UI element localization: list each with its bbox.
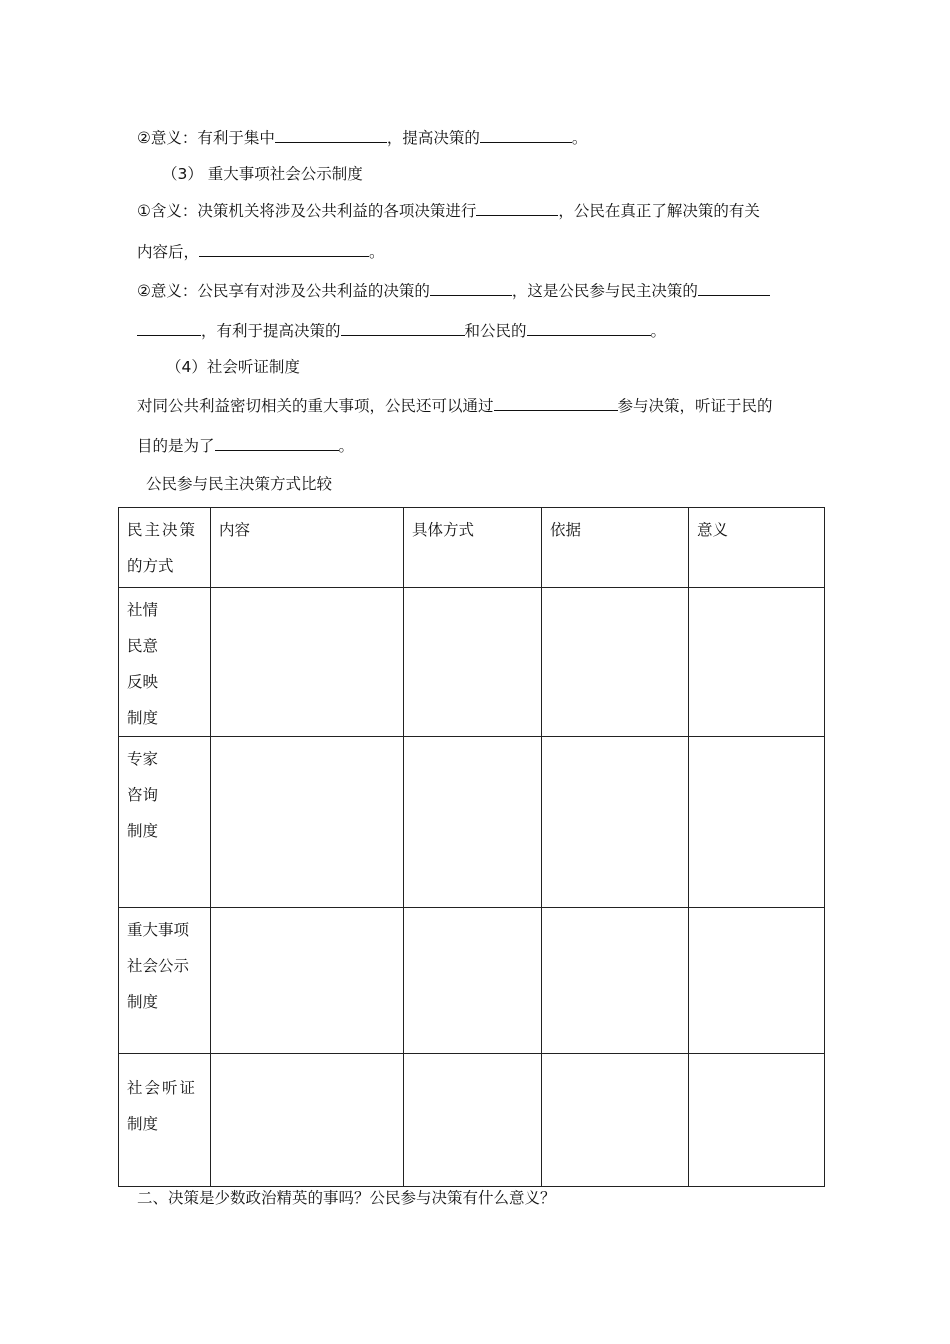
discussion-question: 二、决策是少数政治精英的事吗？公民参与决策有什么意义？ bbox=[137, 1189, 556, 1207]
header-cell-line: 的方式 bbox=[127, 557, 174, 575]
row-label-line: 民意 bbox=[127, 637, 159, 655]
empty-answer-cell[interactable] bbox=[404, 1054, 542, 1187]
empty-answer-cell[interactable] bbox=[689, 908, 825, 1054]
header-cell-significance: 意义 bbox=[689, 508, 825, 588]
empty-answer-cell[interactable] bbox=[404, 737, 542, 908]
section-3-meaning-line-2 bbox=[137, 321, 666, 341]
text-segment: 目的是为了 bbox=[137, 437, 215, 455]
fill-blank[interactable] bbox=[527, 321, 651, 336]
table-row bbox=[119, 908, 825, 1054]
empty-answer-cell[interactable] bbox=[689, 588, 825, 737]
text-segment: ，这是公民参与民主决策的 bbox=[511, 282, 698, 300]
fill-blank[interactable] bbox=[341, 321, 465, 336]
table-caption: 公民参与民主决策方式比较 bbox=[146, 475, 333, 493]
meaning-line-2 bbox=[137, 128, 587, 148]
row-label-line: 制度 bbox=[127, 993, 159, 1011]
text-segment: ，公民在真正了解决策的有关 bbox=[558, 202, 760, 220]
table-header-row bbox=[119, 508, 825, 588]
fill-blank[interactable] bbox=[476, 201, 558, 216]
row-label-line: 社会公示 bbox=[127, 957, 190, 975]
text-segment: 。 bbox=[369, 243, 385, 261]
table-row bbox=[119, 1054, 825, 1187]
text-segment: 。 bbox=[571, 129, 588, 147]
text-segment: ②意义：有利于集中 bbox=[137, 129, 275, 147]
row-label-line: 重大事项 bbox=[127, 921, 190, 939]
text-segment: 对同公共利益密切相关的重大事项，公民还可以通过 bbox=[137, 397, 494, 415]
row-label-line: 社情 bbox=[127, 601, 159, 619]
header-cell-method bbox=[119, 508, 211, 588]
text-segment: ②意义：公民享有对涉及公共利益的决策的 bbox=[137, 282, 430, 300]
header-cell-content: 内容 bbox=[211, 508, 404, 588]
comparison-table bbox=[118, 507, 825, 1187]
fill-blank[interactable] bbox=[430, 281, 512, 296]
section-3-meaning-line-1 bbox=[137, 281, 770, 301]
header-cell-line: 民主决策 bbox=[127, 521, 198, 539]
table-row bbox=[119, 737, 825, 908]
empty-answer-cell[interactable] bbox=[542, 908, 689, 1054]
empty-answer-cell[interactable] bbox=[542, 1054, 689, 1187]
empty-answer-cell[interactable] bbox=[211, 588, 404, 737]
empty-answer-cell[interactable] bbox=[689, 737, 825, 908]
fill-blank[interactable] bbox=[215, 436, 339, 451]
fill-blank[interactable] bbox=[480, 128, 572, 143]
section-4-line-1 bbox=[137, 396, 773, 416]
text-segment: ①含义：决策机关将涉及公共利益的各项决策进行 bbox=[137, 202, 477, 220]
row-label-line: 制度 bbox=[127, 1115, 159, 1133]
row-label-line: 咨询 bbox=[127, 786, 159, 804]
empty-answer-cell[interactable] bbox=[404, 588, 542, 737]
fill-blank[interactable] bbox=[199, 242, 369, 257]
fill-blank[interactable] bbox=[494, 396, 618, 411]
text-segment: 和公民的 bbox=[464, 322, 527, 340]
section-3-definition-line-1 bbox=[137, 201, 760, 221]
empty-answer-cell[interactable] bbox=[542, 588, 689, 737]
row-label-line: 反映 bbox=[127, 673, 159, 691]
fill-blank[interactable] bbox=[137, 321, 201, 336]
text-segment: 参与决策，听证于民的 bbox=[617, 397, 773, 415]
text-segment: 内容后， bbox=[137, 243, 200, 261]
empty-answer-cell[interactable] bbox=[211, 908, 404, 1054]
text-segment: ，提高决策的 bbox=[386, 129, 480, 147]
row-label-line: 专家 bbox=[127, 750, 159, 768]
text-segment: 。 bbox=[338, 437, 355, 455]
row-label-line: 制度 bbox=[127, 822, 159, 840]
empty-answer-cell[interactable] bbox=[404, 908, 542, 1054]
fill-blank[interactable] bbox=[275, 128, 387, 143]
row-label-cell bbox=[119, 908, 211, 1054]
section-3-definition-line-2 bbox=[137, 242, 385, 262]
row-label-cell bbox=[119, 1054, 211, 1187]
empty-answer-cell[interactable] bbox=[211, 737, 404, 908]
section-3-heading: （3） 重大事项社会公示制度 bbox=[162, 165, 363, 183]
fill-blank[interactable] bbox=[698, 281, 770, 296]
table-row bbox=[119, 588, 825, 737]
header-cell-basis: 依据 bbox=[542, 508, 689, 588]
row-label-line: 制度 bbox=[127, 709, 159, 727]
section-4-line-2 bbox=[137, 436, 354, 456]
row-label-line: 社会听证 bbox=[127, 1079, 198, 1097]
text-segment: 。 bbox=[650, 322, 667, 340]
row-label-cell bbox=[119, 737, 211, 908]
text-segment: ，有利于提高决策的 bbox=[201, 322, 341, 340]
empty-answer-cell[interactable] bbox=[689, 1054, 825, 1187]
section-4-heading: （4）社会听证制度 bbox=[166, 358, 300, 376]
row-label-cell bbox=[119, 588, 211, 737]
empty-answer-cell[interactable] bbox=[542, 737, 689, 908]
empty-answer-cell[interactable] bbox=[211, 1054, 404, 1187]
header-cell-specific-way: 具体方式 bbox=[404, 508, 542, 588]
